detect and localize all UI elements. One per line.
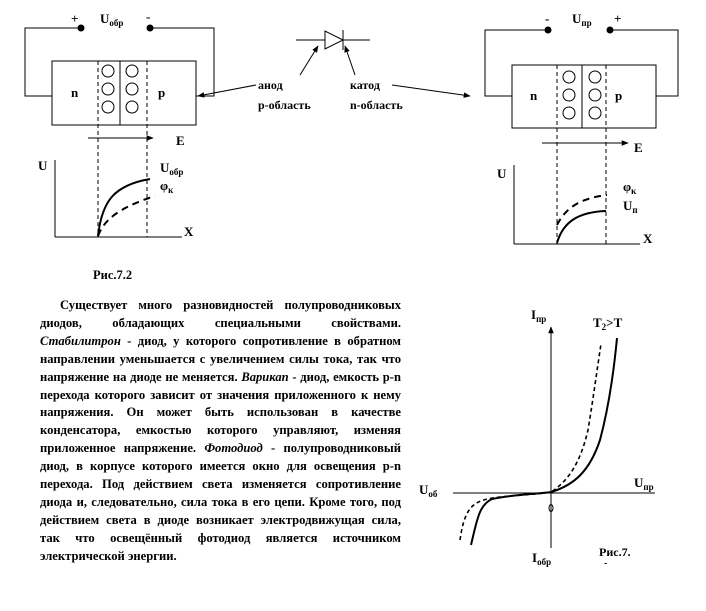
u-forward-label: U bbox=[634, 475, 644, 490]
svg-text:Uоб bbox=[419, 482, 438, 499]
svg-text:φк bbox=[160, 178, 174, 195]
p-label-left: p bbox=[158, 85, 166, 100]
svg-text:Uобр bbox=[100, 11, 123, 28]
terminal-plus-right bbox=[607, 27, 614, 34]
p-label-right: p bbox=[615, 88, 623, 103]
minus-label-right: - bbox=[545, 11, 550, 26]
plus-label-left: + bbox=[71, 11, 79, 26]
u-forward-sub: пр bbox=[643, 482, 654, 492]
field-label-right: E bbox=[634, 140, 643, 155]
terminal-minus-right bbox=[545, 27, 552, 34]
anode-pointer bbox=[198, 85, 256, 96]
upr-label-right: U bbox=[572, 11, 582, 26]
svg-text:Uпр bbox=[572, 11, 592, 28]
u-axis-label-left: U bbox=[38, 158, 48, 173]
svg-text:Uп bbox=[623, 198, 638, 215]
svg-text:φк bbox=[623, 179, 637, 196]
body-text bbox=[40, 297, 401, 605]
text-varikap-def: - диод, емкость p-n перехода которого зависит от значения приложенного к нему напряжения. Он может быть использован в качестве конденсатора, емкостью которого управляют, изменяя приложенное напряжение. bbox=[40, 369, 401, 456]
n-region-label: n-область bbox=[350, 98, 403, 112]
upr-sub-right: пр bbox=[581, 18, 592, 28]
curve-up-right bbox=[557, 211, 606, 243]
curve-phik-left bbox=[98, 196, 155, 236]
iv-curve-t bbox=[471, 338, 617, 545]
body-paragraph bbox=[40, 297, 401, 566]
reverse-bias-circuit bbox=[25, 28, 214, 237]
curve-uobr-left bbox=[98, 179, 150, 236]
curve-up-label-right: U bbox=[623, 198, 633, 213]
text-photodiode-def: - полупроводниковый диод, в корпусе которого имеется окно для освещения p-n перехода. Под действием света изменяется сопротивление диода и, следовательно, сила тока в его цепи. Кроме того, под действием света в диоде возникает электродвижущая сила, так что освещённый фотодиод является источником электрической энергии. bbox=[40, 441, 401, 563]
curve-phik-sub-right: к bbox=[631, 186, 637, 196]
figure-7-caption-tail: - bbox=[604, 558, 608, 569]
anode-label: анод bbox=[258, 78, 283, 92]
curve-phik-label-right: φ bbox=[623, 179, 632, 194]
terminal-plus-left bbox=[78, 25, 85, 32]
curve-phik-sub-left: к bbox=[168, 185, 174, 195]
u-reverse-sub: об bbox=[428, 489, 438, 499]
svg-text:Uобр bbox=[160, 160, 183, 177]
svg-text:Uпр bbox=[634, 475, 654, 492]
temp-label: T bbox=[593, 315, 602, 330]
cathode-diode-pointer bbox=[345, 46, 355, 75]
cathode-pointer bbox=[392, 85, 470, 96]
figure-7-2-caption: Рис.7.2 bbox=[93, 268, 133, 282]
iv-characteristic bbox=[453, 327, 655, 548]
curve-phik-label-left: φ bbox=[160, 178, 169, 193]
n-label-right: n bbox=[530, 88, 538, 103]
circuit-wire-left-right bbox=[485, 30, 548, 96]
curve-uobr-label-left: U bbox=[160, 160, 170, 175]
forward-bias-circuit bbox=[485, 30, 678, 244]
field-label-left: E bbox=[176, 133, 185, 148]
figure-7-caption: Рис.7. bbox=[599, 545, 631, 559]
i-reverse-label: I bbox=[532, 550, 538, 565]
term-stabilitron: Стабилитрон bbox=[40, 333, 121, 348]
svg-text:Iобр bbox=[532, 550, 551, 567]
x-axis-label-right: X bbox=[643, 231, 653, 246]
text-intro: Существует много разновидностей полупроводниковых диодов, обладающих специальными свойствами. bbox=[40, 298, 401, 330]
uobr-label-left: U bbox=[100, 11, 110, 26]
diode-symbol bbox=[296, 30, 370, 50]
u-reverse-label: U bbox=[419, 482, 429, 497]
plus-label-right: + bbox=[614, 11, 622, 26]
curve-phik-right bbox=[557, 195, 607, 225]
term-photodiode: Фотодиод bbox=[204, 441, 263, 456]
terminal-minus-left bbox=[147, 25, 154, 32]
i-forward-sub: пр bbox=[536, 314, 547, 324]
p-region-label: p-область bbox=[258, 98, 311, 112]
circuit-wire-right-right bbox=[610, 30, 678, 96]
u-axis-label-right: U bbox=[497, 166, 507, 181]
curve-up-sub-right: п bbox=[632, 205, 638, 215]
temp-sub: 2 bbox=[601, 322, 607, 332]
i-forward-label: I bbox=[531, 307, 537, 322]
uobr-sub-left: обр bbox=[109, 18, 124, 28]
term-varikap: Варикап bbox=[241, 369, 289, 384]
anode-diode-pointer bbox=[300, 46, 318, 75]
i-reverse-sub: обр bbox=[537, 557, 552, 567]
cathode-label: катод bbox=[350, 78, 380, 92]
svg-text:Iпр bbox=[531, 307, 546, 324]
x-axis-label-left: X bbox=[184, 224, 194, 239]
n-label-left: n bbox=[71, 85, 79, 100]
text-stabilitron-def: - диод, у которого сопротивление в обратном направлении уменьшается с увеличением силы тока, так что напряжение на диоде не меняется. bbox=[40, 333, 401, 384]
minus-label-left: - bbox=[146, 9, 151, 24]
curve-uobr-sub-left: обр bbox=[169, 167, 184, 177]
temp-rest: >T bbox=[606, 315, 623, 330]
svg-text:T2>T bbox=[593, 315, 623, 332]
